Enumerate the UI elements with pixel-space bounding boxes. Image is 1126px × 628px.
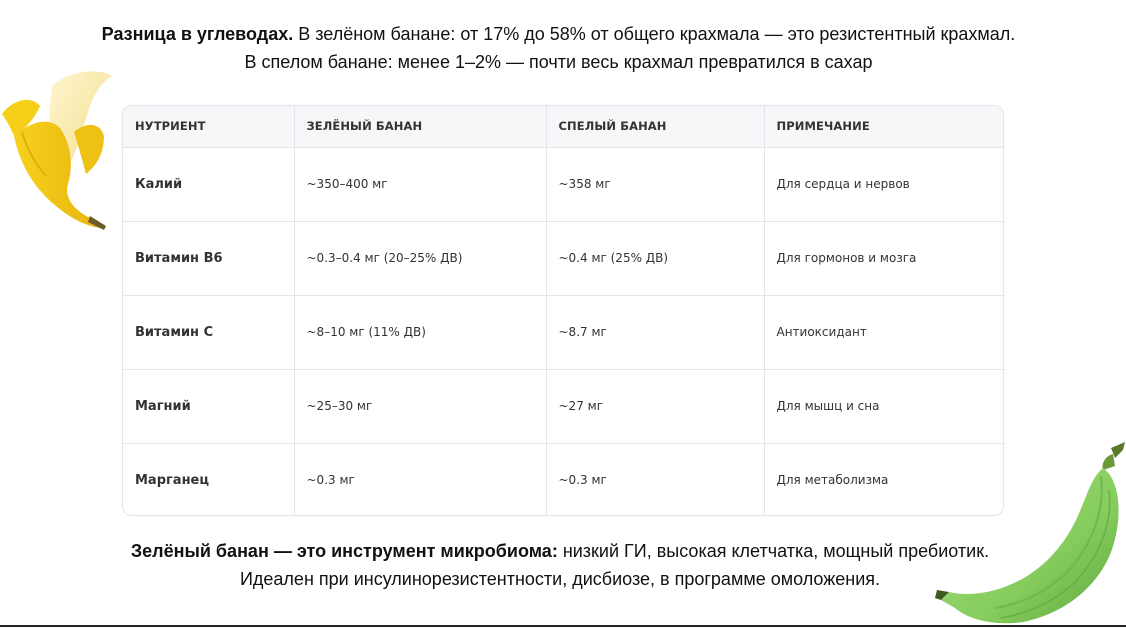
intro-line-2: В спелом банане: менее 1–2% — почти весь крахмал превратился в сахар — [244, 52, 873, 72]
cell-ripe: ~0.3 мг — [546, 443, 764, 516]
cell-nutrient: Магний — [123, 369, 294, 443]
cell-note: Антиоксидант — [764, 295, 1003, 369]
outro-line-1-rest: низкий ГИ, высокая клетчатка, мощный пребиотик. — [557, 541, 990, 561]
cell-green: ~8–10 мг (11% ДВ) — [294, 295, 546, 369]
cell-nutrient: Витамин C — [123, 295, 294, 369]
header-ripe-banana: СПЕЛЫЙ БАНАН — [546, 106, 764, 147]
cell-note: Для метаболизма — [776, 473, 889, 487]
outro-line-2: Идеален при инсулинорезистентности, дисбиозе, в программе омоложения. — [239, 569, 881, 589]
cell-green: ~25–30 мг — [294, 369, 546, 443]
table-row — [123, 369, 1003, 443]
header-note: ПРИМЕЧАНИЕ — [764, 106, 1003, 147]
table-header-row — [123, 106, 1003, 147]
table-row — [123, 295, 1003, 369]
table-row — [123, 443, 1003, 516]
intro-text — [0, 20, 1117, 76]
table-row — [123, 147, 1003, 221]
outro-bold-lead: Зелёный банан — это инструмент микробиома: — [130, 541, 558, 561]
intro-line-1 — [0, 20, 1117, 48]
cell-green: ~350–400 мг — [294, 147, 546, 221]
header-green-banana: ЗЕЛЁНЫЙ БАНАН — [294, 106, 546, 147]
cell-nutrient: Калий — [123, 147, 294, 221]
cell-note: Для мышц и сна — [764, 369, 1003, 443]
header-nutrient: НУТРИЕНТ — [123, 106, 294, 147]
bottom-divider — [0, 625, 1126, 627]
cell-nutrient: Марганец — [123, 443, 294, 516]
intro-line-1-rest: В зелёном банане: от 17% до 58% от общего крахмала — это резистентный крахмал. — [293, 24, 1016, 44]
cell-note: Для гормонов и мозга — [764, 221, 1003, 295]
cell-nutrient: Витамин B6 — [123, 221, 294, 295]
cell-green: ~0.3–0.4 мг (20–25% ДВ) — [294, 221, 546, 295]
cell-ripe: ~27 мг — [546, 369, 764, 443]
cell-ripe: ~0.4 мг (25% ДВ) — [546, 221, 764, 295]
table-row — [123, 221, 1003, 295]
cell-ripe: ~8.7 мг — [546, 295, 764, 369]
nutrient-table — [123, 106, 1003, 516]
nutrient-comparison-table — [122, 105, 1004, 516]
green-banana-image — [935, 440, 1126, 628]
intro-bold-lead: Разница в углеводах. — [101, 24, 294, 44]
cell-ripe: ~358 мг — [546, 147, 764, 221]
peeled-banana-image — [0, 66, 122, 231]
cell-note: Для сердца и нервов — [764, 147, 1003, 221]
cell-green: ~0.3 мг — [294, 443, 546, 516]
